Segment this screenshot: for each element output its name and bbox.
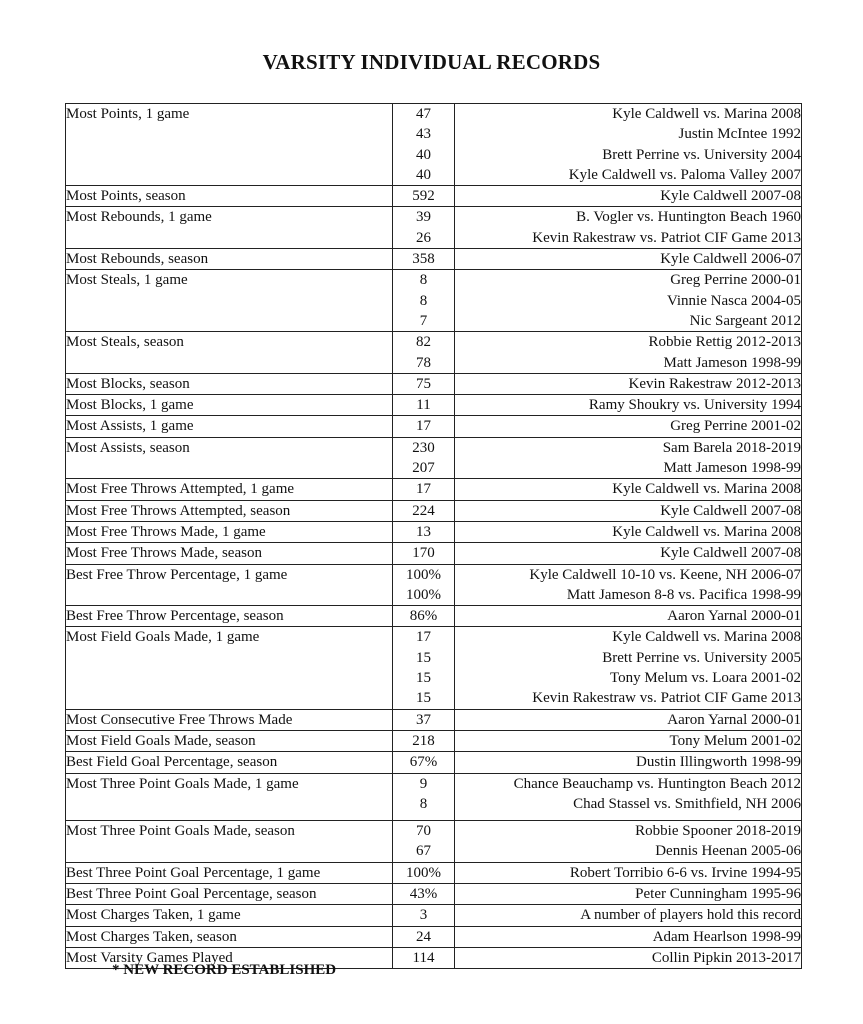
records-table-body — [66, 104, 802, 969]
record-category: Most Assists, season — [66, 437, 393, 479]
record-row — [66, 821, 802, 863]
record-value: 358 — [412, 251, 435, 268]
record-holder: A number of players hold this record — [580, 907, 801, 924]
record-row — [66, 773, 802, 821]
record-holder: Peter Cunningham 1995-96 — [635, 885, 801, 902]
record-category: Most Field Goals Made, season — [66, 730, 393, 751]
record-row — [66, 249, 802, 270]
record-value: 7 — [419, 312, 428, 329]
record-holders-cell — [455, 821, 802, 863]
record-row — [66, 437, 802, 479]
record-category: Most Points, 1 game — [66, 104, 393, 186]
record-values-cell — [393, 500, 455, 521]
record-values-cell — [393, 373, 455, 394]
record-values-cell — [393, 709, 455, 730]
record-holder: Brett Perrine vs. University 2005 — [602, 649, 801, 666]
record-holders-cell — [455, 947, 802, 968]
record-holder: Kevin Rakestraw vs. Patriot CIF Game 2013 — [532, 229, 801, 246]
record-category: Most Rebounds, 1 game — [66, 207, 393, 249]
record-values-cell — [393, 773, 455, 821]
record-row — [66, 564, 802, 606]
record-holders-cell — [455, 730, 802, 751]
record-holders-cell — [455, 186, 802, 207]
record-value: 40 — [416, 146, 431, 163]
record-holders-cell — [455, 249, 802, 270]
record-values-cell — [393, 926, 455, 947]
record-value: 11 — [416, 397, 431, 414]
record-holders-cell — [455, 104, 802, 186]
record-value: 43% — [409, 885, 438, 902]
record-values-cell — [393, 395, 455, 416]
record-row — [66, 104, 802, 186]
record-values-cell — [393, 752, 455, 773]
record-holder: Kyle Caldwell 2007-08 — [660, 188, 801, 205]
record-value: 67% — [409, 754, 438, 771]
record-holders-cell — [455, 773, 802, 821]
record-holder: Kyle Caldwell vs. Paloma Valley 2007 — [568, 166, 801, 183]
record-category: Most Points, season — [66, 186, 393, 207]
record-holder: Robbie Rettig 2012-2013 — [648, 334, 801, 351]
record-holder: Kevin Rakestraw 2012-2013 — [628, 375, 801, 392]
record-row — [66, 926, 802, 947]
record-value: 78 — [416, 354, 431, 371]
record-holders-cell — [455, 709, 802, 730]
record-value: 70 — [416, 823, 431, 840]
record-holder: Kyle Caldwell vs. Marina 2008 — [612, 523, 801, 540]
record-value: 43 — [416, 126, 431, 143]
record-value: 67 — [416, 843, 431, 860]
record-value: 17 — [416, 481, 431, 498]
record-value: 114 — [412, 949, 435, 966]
record-values-cell — [393, 947, 455, 968]
record-values-cell — [393, 437, 455, 479]
record-values-cell — [393, 332, 455, 374]
record-holder: Matt Jameson 1998-99 — [663, 354, 801, 371]
record-value: 75 — [416, 375, 431, 392]
record-holder: Brett Perrine vs. University 2004 — [602, 146, 801, 163]
record-values-cell — [393, 479, 455, 500]
record-values-cell — [393, 606, 455, 627]
record-row — [66, 730, 802, 751]
record-holders-cell — [455, 332, 802, 374]
record-row — [66, 332, 802, 374]
record-holder: Kevin Rakestraw vs. Patriot CIF Game 2013 — [532, 690, 801, 707]
record-holders-cell — [455, 606, 802, 627]
record-row — [66, 627, 802, 709]
record-category: Most Steals, season — [66, 332, 393, 374]
record-row — [66, 416, 802, 437]
record-category: Most Field Goals Made, 1 game — [66, 627, 393, 709]
record-value: 100% — [406, 566, 441, 583]
record-values-cell — [393, 883, 455, 904]
record-value: 8 — [419, 292, 428, 309]
record-value: 82 — [416, 334, 431, 351]
record-values-cell — [393, 270, 455, 332]
record-value: 15 — [416, 670, 431, 687]
record-value: 17 — [416, 418, 431, 435]
record-holder: Kyle Caldwell vs. Marina 2008 — [612, 481, 801, 498]
record-holder: Tony Melum vs. Loara 2001-02 — [609, 670, 801, 687]
record-holders-cell — [455, 270, 802, 332]
record-values-cell — [393, 627, 455, 709]
record-values-cell — [393, 543, 455, 564]
record-value: 9 — [419, 775, 428, 792]
record-holder: Kyle Caldwell 2006-07 — [660, 251, 801, 268]
record-values-cell — [393, 821, 455, 863]
record-row — [66, 606, 802, 627]
record-holder: Kyle Caldwell 10-10 vs. Keene, NH 2006-07 — [529, 566, 801, 583]
record-category: Best Three Point Goal Percentage, 1 game — [66, 862, 393, 883]
record-holder: Dennis Heenan 2005-06 — [655, 843, 801, 860]
record-row — [66, 521, 802, 542]
record-values-cell — [393, 862, 455, 883]
record-holder: Justin McIntee 1992 — [678, 126, 801, 143]
record-holder: B. Vogler vs. Huntington Beach 1960 — [576, 209, 801, 226]
record-holders-cell — [455, 883, 802, 904]
record-holder: Kyle Caldwell vs. Marina 2008 — [612, 629, 801, 646]
record-category: Best Free Throw Percentage, season — [66, 606, 393, 627]
record-value: 37 — [416, 711, 431, 728]
record-value: 8 — [419, 795, 428, 812]
record-values-cell — [393, 905, 455, 926]
record-holders-cell — [455, 207, 802, 249]
record-holder: Collin Pipkin 2013-2017 — [651, 949, 801, 966]
record-values-cell — [393, 416, 455, 437]
record-value: 40 — [416, 166, 431, 183]
record-holders-cell — [455, 752, 802, 773]
record-holders-cell — [455, 564, 802, 606]
record-row — [66, 883, 802, 904]
record-holder: Adam Hearlson 1998-99 — [652, 928, 801, 945]
record-holder: Greg Perrine 2000-01 — [670, 272, 801, 289]
record-holder: Aaron Yarnal 2000-01 — [667, 608, 801, 625]
record-row — [66, 905, 802, 926]
record-holder: Ramy Shoukry vs. University 1994 — [588, 397, 801, 414]
record-row — [66, 207, 802, 249]
record-row — [66, 752, 802, 773]
record-value: 170 — [412, 545, 435, 562]
record-category: Most Steals, 1 game — [66, 270, 393, 332]
record-row — [66, 186, 802, 207]
record-holder: Kyle Caldwell 2007-08 — [660, 502, 801, 519]
record-category: Most Free Throws Attempted, 1 game — [66, 479, 393, 500]
record-holders-cell — [455, 926, 802, 947]
record-values-cell — [393, 249, 455, 270]
record-value: 15 — [416, 690, 431, 707]
record-value: 15 — [416, 649, 431, 666]
record-holder: Robert Torribio 6-6 vs. Irvine 1994-95 — [569, 864, 801, 881]
record-value: 100% — [406, 586, 441, 603]
record-holder: Aaron Yarnal 2000-01 — [667, 711, 801, 728]
record-value: 13 — [416, 523, 431, 540]
record-category: Best Free Throw Percentage, 1 game — [66, 564, 393, 606]
record-holder: Greg Perrine 2001-02 — [670, 418, 801, 435]
record-row — [66, 395, 802, 416]
record-category: Most Blocks, season — [66, 373, 393, 394]
record-value: 100% — [406, 864, 441, 881]
record-category: Best Field Goal Percentage, season — [66, 752, 393, 773]
record-holders-cell — [455, 521, 802, 542]
record-category: Most Varsity Games Played — [66, 947, 393, 968]
record-category: Most Free Throws Attempted, season — [66, 500, 393, 521]
record-category: Most Assists, 1 game — [66, 416, 393, 437]
record-holder: Chad Stassel vs. Smithfield, NH 2006 — [573, 795, 801, 812]
record-value: 86% — [409, 608, 438, 625]
record-holders-cell — [455, 905, 802, 926]
record-holders-cell — [455, 395, 802, 416]
record-holder: Robbie Spooner 2018-2019 — [635, 823, 801, 840]
record-holders-cell — [455, 479, 802, 500]
record-value: 17 — [416, 629, 431, 646]
record-holders-cell — [455, 416, 802, 437]
record-value: 24 — [416, 928, 431, 945]
record-value: 207 — [412, 460, 435, 477]
record-value: 592 — [412, 188, 435, 205]
record-value: 230 — [412, 439, 435, 456]
record-category: Most Charges Taken, 1 game — [66, 905, 393, 926]
record-holder: Sam Barela 2018-2019 — [662, 439, 801, 456]
record-holder: Vinnie Nasca 2004-05 — [666, 292, 801, 309]
record-value: 26 — [416, 229, 431, 246]
record-row — [66, 500, 802, 521]
record-row — [66, 270, 802, 332]
record-value: 3 — [419, 907, 428, 924]
record-row — [66, 862, 802, 883]
record-holder: Chance Beauchamp vs. Huntington Beach 2012 — [513, 775, 801, 792]
record-values-cell — [393, 521, 455, 542]
record-values-cell — [393, 186, 455, 207]
record-holders-cell — [455, 373, 802, 394]
record-holders-cell — [455, 627, 802, 709]
record-row — [66, 373, 802, 394]
record-holders-cell — [455, 437, 802, 479]
record-values-cell — [393, 730, 455, 751]
record-holders-cell — [455, 500, 802, 521]
record-category: Most Three Point Goals Made, season — [66, 821, 393, 863]
record-holders-cell — [455, 543, 802, 564]
record-value: 39 — [416, 209, 431, 226]
record-value: 218 — [412, 732, 435, 749]
record-holder: Kyle Caldwell 2007-08 — [660, 545, 801, 562]
record-category: Most Rebounds, season — [66, 249, 393, 270]
record-category: Most Blocks, 1 game — [66, 395, 393, 416]
record-category: Most Three Point Goals Made, 1 game — [66, 773, 393, 821]
record-row — [66, 479, 802, 500]
footnote: * NEW RECORD ESTABLISHED — [112, 962, 337, 978]
record-category: Most Free Throws Made, season — [66, 543, 393, 564]
record-category: Most Charges Taken, season — [66, 926, 393, 947]
page-title: VARSITY INDIVIDUAL RECORDS — [262, 50, 601, 74]
record-category: Best Three Point Goal Percentage, season — [66, 883, 393, 904]
record-holder: Tony Melum 2001-02 — [669, 732, 801, 749]
records-table — [65, 103, 802, 969]
record-value: 8 — [419, 272, 428, 289]
record-values-cell — [393, 207, 455, 249]
record-row — [66, 709, 802, 730]
record-holder: Dustin Illingworth 1998-99 — [636, 754, 801, 771]
record-value: 224 — [412, 502, 435, 519]
record-holder: Nic Sargeant 2012 — [689, 312, 801, 329]
record-row — [66, 543, 802, 564]
record-values-cell — [393, 564, 455, 606]
record-holder: Kyle Caldwell vs. Marina 2008 — [612, 106, 801, 122]
record-value: 47 — [416, 106, 431, 122]
record-holder: Matt Jameson 1998-99 — [663, 460, 801, 477]
record-holder: Matt Jameson 8-8 vs. Pacifica 1998-99 — [566, 586, 801, 603]
record-category: Most Consecutive Free Throws Made — [66, 709, 393, 730]
record-values-cell — [393, 104, 455, 186]
record-holders-cell — [455, 862, 802, 883]
record-category: Most Free Throws Made, 1 game — [66, 521, 393, 542]
